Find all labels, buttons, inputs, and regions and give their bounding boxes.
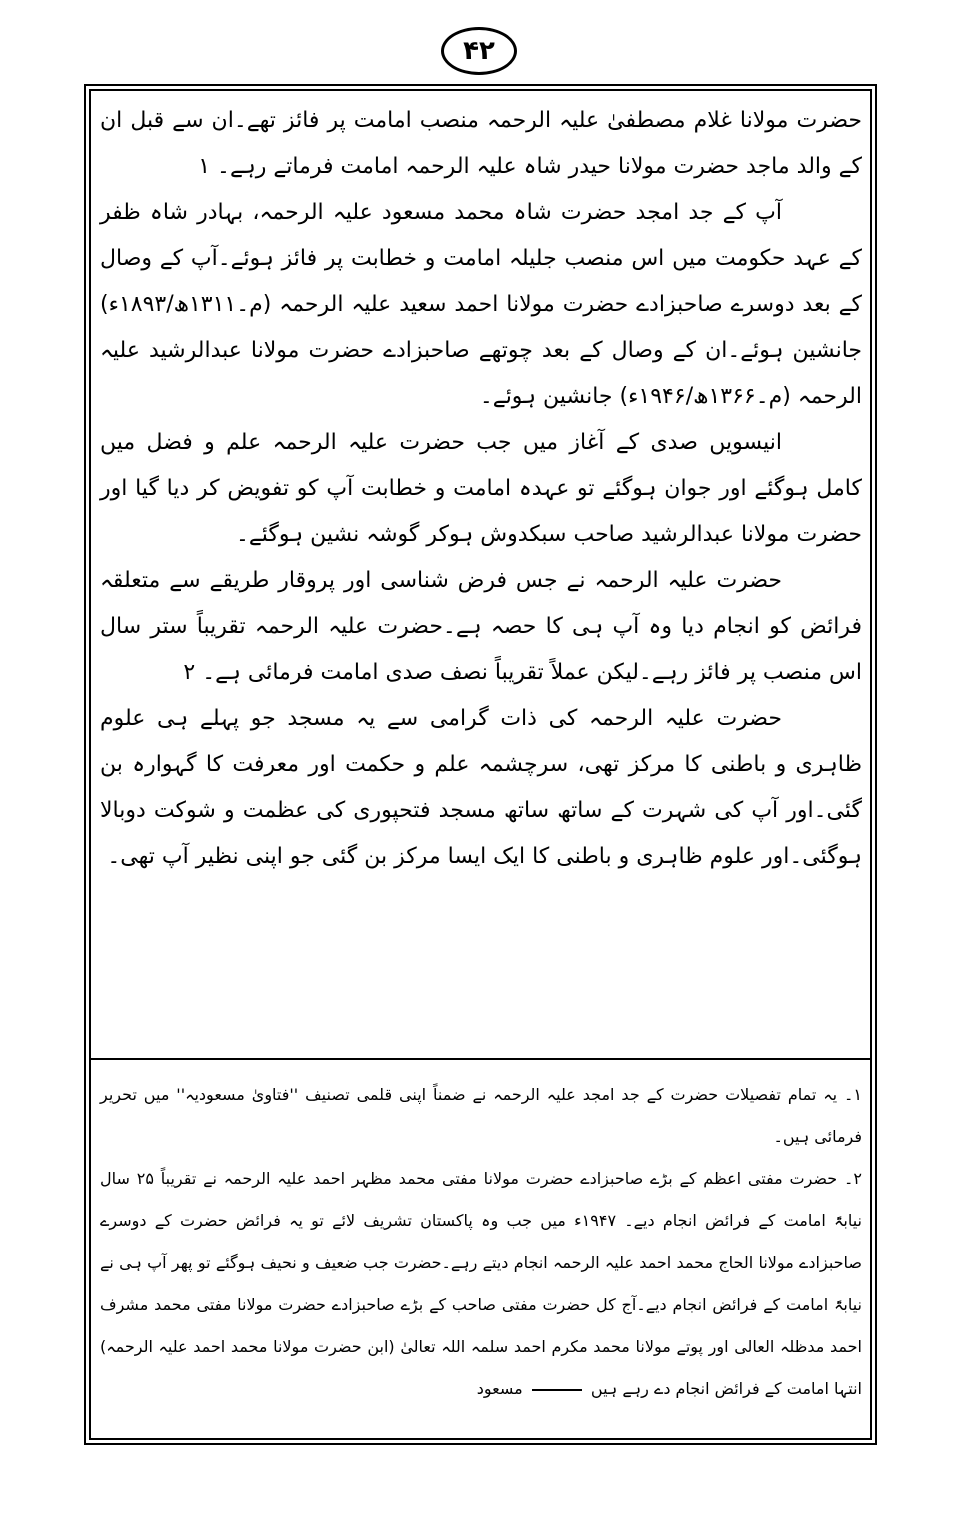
footnote-signature: مسعود (476, 1379, 523, 1398)
paragraph: انیسویں صدی کے آغاز میں جب حضرت علیہ الرحمہ علم و فضل میں کامل ہوگئے اور جوان ہوگئے تو عہدہ امامت و خطابت آپ کو تفویض کر دیا گیا اور حضرت مولانا عبدالرشید صاحب سبکدوش ہوکر گوشہ نشین ہوگئے۔ (100, 430, 862, 547)
paragraph: حضرت مولانا غلام مصطفیٰ علیہ الرحمہ منصب امامت پر فائز تھے۔ان سے قبل ان کے والد ماجد حضرت مولانا حیدر شاہ علیہ الرحمہ امامت فرماتے رہے۔ ۱ (100, 108, 862, 179)
signature-dash (532, 1389, 582, 1391)
footnote: ۱۔ یہ تمام تفصیلات حضرت کے جد امجد علیہ الرحمہ نے ضمناً اپنی قلمی تصنیف ''فتاویٰ مسعودیہ'' میں تحریر فرمائی ہیں۔ (100, 1085, 862, 1146)
page-number (441, 27, 517, 75)
footnote-text: ۲۔ حضرت مفتی اعظم کے بڑے صاحبزادے حضرت مولانا مفتی محمد مظہر احمد علیہ الرحمہ نے تقریباً ۲۵ سال نیابۃً امامت کے فرائض انجام دیے۔ ۱۹۴۷ء میں جب وہ پاکستان تشریف لائے تو یہ فرائض حضرت کے دوسرے صاحبزادے مولانا الحاج محمد احمد علیہ الرحمہ انجام دیتے رہے۔حضرت جب ضعیف و نحیف ہوگئے تو پھر آپ ہی نے نیابۃً امامت کے فرائض انجام دیے۔آج کل حضرت مفتی صاحب کے بڑے صاحبزادے حضرت مولانا مفتی محمد مشرف احمد مدظلہ العالی اور پوتے مولانا محمد مکرم احمد سلمہ اللہ تعالیٰ (ابن حضرت مولانا محمد احمد علیہ الرحمہ) انتہا امامت کے فرائض انجام دے رہے ہیں (100, 1169, 862, 1398)
main-text (100, 98, 862, 880)
page-number-text: ۴۲ (463, 36, 495, 66)
paragraph: آپ کے جد امجد حضرت شاہ محمد مسعود علیہ الرحمہ، بہادر شاہ ظفر کے عہد حکومت میں اس منصب جلیلہ امامت و خطابت پر فائز ہوئے۔آپ کے وصال کے بعد دوسرے صاحبزادے حضرت مولانا احمد سعید علیہ الرحمہ (م۔۱۳۱۱ھ/۱۸۹۳ء) جانشین ہوئے۔ان کے وصال کے بعد چوتھے صاحبزادے حضرت مولانا عبدالرشید علیہ الرحمہ (م۔۱۳۶۶ھ/۱۹۴۶ء) جانشین ہوئے۔ (100, 200, 862, 409)
footnotes (100, 1074, 862, 1410)
footnote-divider (89, 1058, 872, 1060)
paragraph: حضرت علیہ الرحمہ کی ذات گرامی سے یہ مسجد جو پہلے ہی علوم ظاہری و باطنی کا مرکز تھی، سرچشمہ علم و حکمت اور معرفت کا گہوارہ بن گئی۔اور آپ کی شہرت کے ساتھ ساتھ مسجد فتحپوری کی عظمت و شوکت دوبالا ہوگئی۔اور علوم ظاہری و باطنی کا ایک ایسا مرکز بن گئی جو اپنی نظیر آپ تھی۔ (100, 706, 862, 869)
paragraph: حضرت علیہ الرحمہ نے جس فرض شناسی اور پروقار طریقے سے متعلقہ فرائض کو انجام دیا وہ آپ ہی کا حصہ ہے۔حضرت علیہ الرحمہ تقریباً ستر سال اس منصب پر فائز رہے۔لیکن عملاً تقریباً نصف صدی امامت فرمائی ہے۔ ۲ (100, 568, 862, 685)
footnote (100, 1158, 862, 1410)
